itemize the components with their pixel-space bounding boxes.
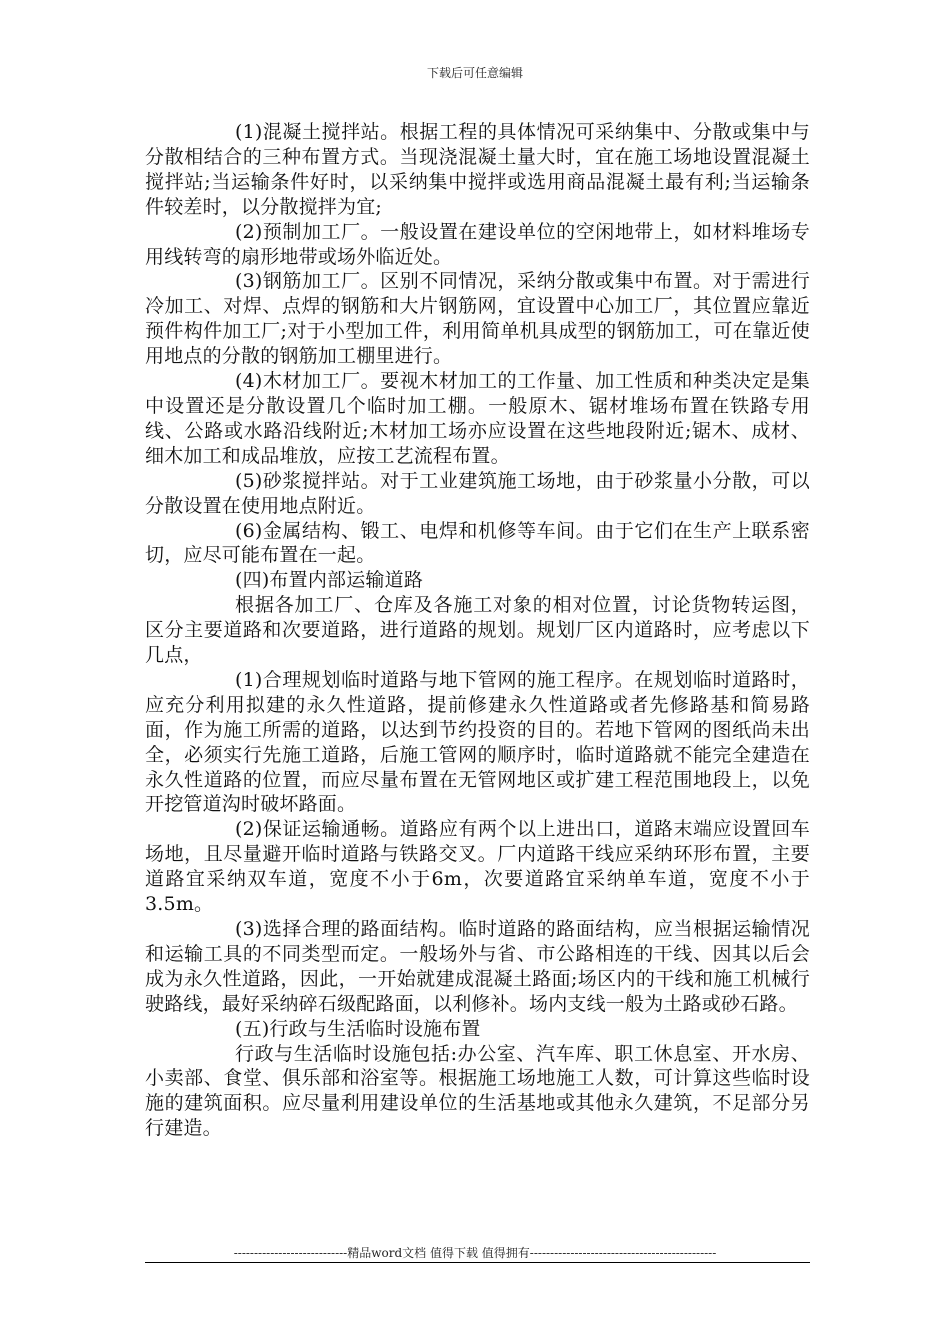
document-body	[145, 120, 810, 1141]
paragraph-rebar-plant: (3)钢筋加工厂。区别不同情况，采纳分散或集中布置。对于需进行冷加工、对焊、点焊的钢筋和大片钢筋网，宜设置中心加工厂，其位置应靠近预件构件加工厂;对于小型加工件，利用简单机具成型的钢筋加工，可在靠近使用地点的分散的钢筋加工棚里进行。	[145, 270, 810, 368]
paragraph-timber-plant: (4)木材加工厂。要视木材加工的工作量、加工性质和种类决定是集中设置还是分散设置几个临时加工棚。一般原木、锯材堆场布置在铁路专用线、公路或水路沿线附近;木材加工场亦应设置在这些地段附近;锯木、成材、细木加工和成品堆放，应按工艺流程布置。	[145, 370, 810, 467]
footer-divider	[145, 1262, 810, 1263]
paragraph-road-planning-intro: 根据各加工厂、仓库及各施工对象的相对位置，讨论货物转运图，区分主要道路和次要道路，进行道路的规划。规划厂区内道路时，应考虑以下几点，	[145, 594, 810, 667]
paragraph-admin-facilities: 行政与生活临时设施包括:办公室、汽车库、职工休息室、开水房、小卖部、食堂、俱乐部和浴室等。根据施工场地施工人数，可计算这些临时设施的建筑面积。应尽量利用建设单位的生活基地或其他永久建筑，不足部分另行建造。	[145, 1042, 810, 1140]
paragraph-road-pipeline-sequence: (1)合理规划临时道路与地下管网的施工程序。在规划临时道路时，应充分利用拟建的永久性道路，提前修建永久性道路或者先修路基和简易路面，作为施工所需的道路，以达到节约投资的目的。若地下管网的图纸尚未出全，必须实行先施工道路，后施工管网的顺序时，临时道路就不能完全建造在永久性道路的位置，而应尽量布置在无管网地区或扩建工程范围地段上，以免开挖管道沟时破坏路面。	[145, 668, 810, 816]
paragraph-prefab-plant: (2)预制加工厂。一般设置在建设单位的空闲地带上，如材料堆场专用线转弯的扇形地带或场外临近处。	[145, 220, 810, 268]
section-heading-internal-roads: (四)布置内部运输道路	[235, 569, 424, 592]
paragraph-transport-flow: (2)保证运输通畅。道路应有两个以上进出口，道路末端应设置回车场地，且尽量避开临时道路与铁路交叉。厂内道路干线应采纳环形布置，主要道路宜采纳双车道，宽度不小于6m，次要道路宜采纳单车道，宽度不小于3.5m。	[145, 818, 810, 916]
paragraph-pavement-structure: (3)选择合理的路面结构。临时道路的路面结构，应当根据运输情况和运输工具的不同类型而定。一般场外与省、市公路相连的干线、因其以后会成为永久性道路，因此，一开始就建成混凝土路面;场区内的干线和施工机械行驶路线，最好采纳碎石级配路面，以利修补。场内支线一般为土路或砂石路。	[145, 918, 810, 1015]
paragraph-mortar-station: (5)砂浆搅拌站。对于工业建筑施工场地，由于砂浆量小分散，可以分散设置在使用地点附近。	[145, 469, 810, 517]
page-header: 下载后可任意编辑	[426, 66, 523, 80]
paragraph-concrete-mixing-station: (1)混凝土搅拌站。根据工程的具体情况可采纳集中、分散或集中与分散相结合的三种布置方式。当现浇混凝土量大时，宜在施工场地设置混凝土搅拌站;当运输条件好时，以采纳集中搅拌或选用商品混凝土最有利;当运输条件较差时，以分散搅拌为宜;	[145, 121, 810, 218]
page-footer: ----------------------------精品word文档 值得下载 值得拥有----------------------------------------------	[233, 1246, 717, 1260]
paragraph-metal-workshops: (6)金属结构、锻工、电焊和机修等车间。由于它们在生产上联系密切，应尽可能布置在一起。	[145, 519, 810, 567]
section-heading-admin-facilities: (五)行政与生活临时设施布置	[235, 1017, 481, 1040]
